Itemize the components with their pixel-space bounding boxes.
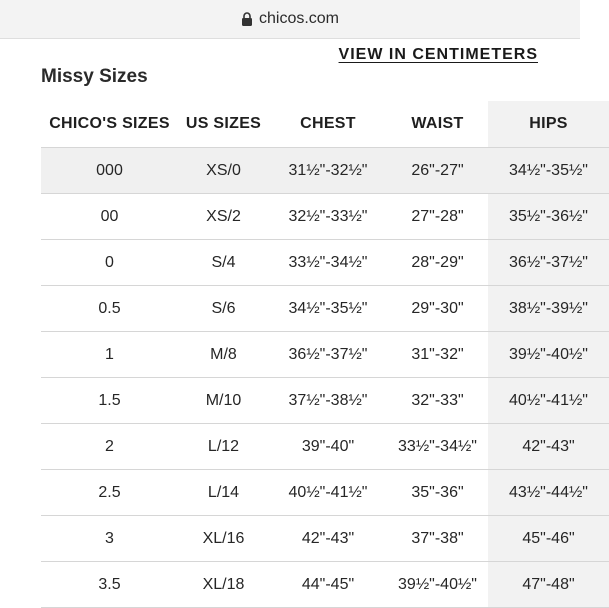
cell-waist: 27"-28" — [387, 194, 488, 240]
browser-address-bar[interactable] — [0, 0, 580, 39]
cell-chicos-size: 00 — [41, 194, 178, 240]
cell-chicos-size: 3 — [41, 516, 178, 562]
cell-chest: 31½"-32½" — [269, 148, 387, 194]
lock-icon — [241, 12, 253, 26]
cell-waist: 33½"-34½" — [387, 424, 488, 470]
table-row — [41, 424, 609, 470]
table-header-row — [41, 101, 609, 148]
cell-waist: 28"-29" — [387, 240, 488, 286]
table-row — [41, 194, 609, 240]
cell-us-size: XS/2 — [178, 194, 269, 240]
cell-chicos-size: 2.5 — [41, 470, 178, 516]
cell-hips: 36½"-37½" — [488, 240, 609, 286]
size-chart-table-container[interactable] — [41, 101, 588, 593]
cell-hips: 34½"-35½" — [488, 148, 609, 194]
cell-chicos-size: 2 — [41, 424, 178, 470]
header-waist: WAIST — [411, 115, 464, 132]
cell-chicos-size: 000 — [41, 148, 178, 194]
size-chart-table — [41, 101, 609, 608]
cell-hips: 40½"-41½" — [488, 378, 609, 424]
cell-us-size: M/8 — [178, 332, 269, 378]
table-row — [41, 378, 609, 424]
cell-waist: 37"-38" — [387, 516, 488, 562]
cell-chest: 33½"-34½" — [269, 240, 387, 286]
table-row — [41, 332, 609, 378]
cell-chest: 34½"-35½" — [269, 286, 387, 332]
cell-us-size: XL/18 — [178, 562, 269, 608]
cell-hips: 42"-43" — [488, 424, 609, 470]
cell-us-size: L/14 — [178, 470, 269, 516]
cell-chest: 44"-45" — [269, 562, 387, 608]
header-chicos-sizes: CHICO'S SIZES — [49, 115, 170, 132]
cell-waist: 31"-32" — [387, 332, 488, 378]
cell-hips: 45"-46" — [488, 516, 609, 562]
cell-hips: 43½"-44½" — [488, 470, 609, 516]
cell-chest: 36½"-37½" — [269, 332, 387, 378]
cell-chest: 42"-43" — [269, 516, 387, 562]
cell-hips: 35½"-36½" — [488, 194, 609, 240]
cell-chicos-size: 0 — [41, 240, 178, 286]
cell-us-size: S/6 — [178, 286, 269, 332]
cell-waist: 26"-27" — [387, 148, 488, 194]
cell-chicos-size: 1.5 — [41, 378, 178, 424]
browser-domain: chicos.com — [258, 10, 340, 27]
header-us-sizes: US SIZES — [185, 115, 262, 132]
cell-hips: 47"-48" — [488, 562, 609, 608]
cell-chicos-size: 1 — [41, 332, 178, 378]
section-title: Missy Sizes — [41, 66, 148, 87]
view-in-centimeters-link[interactable]: VIEW IN CENTIMETERS — [338, 46, 538, 63]
cell-chest: 39"-40" — [269, 424, 387, 470]
cell-us-size: XL/16 — [178, 516, 269, 562]
cell-chest: 40½"-41½" — [269, 470, 387, 516]
cell-us-size: XS/0 — [178, 148, 269, 194]
cell-waist: 35"-36" — [387, 470, 488, 516]
cell-hips: 38½"-39½" — [488, 286, 609, 332]
table-row — [41, 148, 609, 194]
table-row — [41, 516, 609, 562]
cell-us-size: L/12 — [178, 424, 269, 470]
table-row — [41, 470, 609, 516]
cell-chicos-size: 0.5 — [41, 286, 178, 332]
cell-chest: 37½"-38½" — [269, 378, 387, 424]
cell-waist: 32"-33" — [387, 378, 488, 424]
table-row — [41, 562, 609, 608]
cell-chicos-size: 3.5 — [41, 562, 178, 608]
header-chest: CHEST — [300, 115, 356, 132]
table-row — [41, 240, 609, 286]
cell-us-size: M/10 — [178, 378, 269, 424]
cell-waist: 29"-30" — [387, 286, 488, 332]
cell-us-size: S/4 — [178, 240, 269, 286]
cell-chest: 32½"-33½" — [269, 194, 387, 240]
cell-waist: 39½"-40½" — [387, 562, 488, 608]
cell-hips: 39½"-40½" — [488, 332, 609, 378]
header-hips: HIPS — [488, 101, 609, 148]
table-row — [41, 286, 609, 332]
